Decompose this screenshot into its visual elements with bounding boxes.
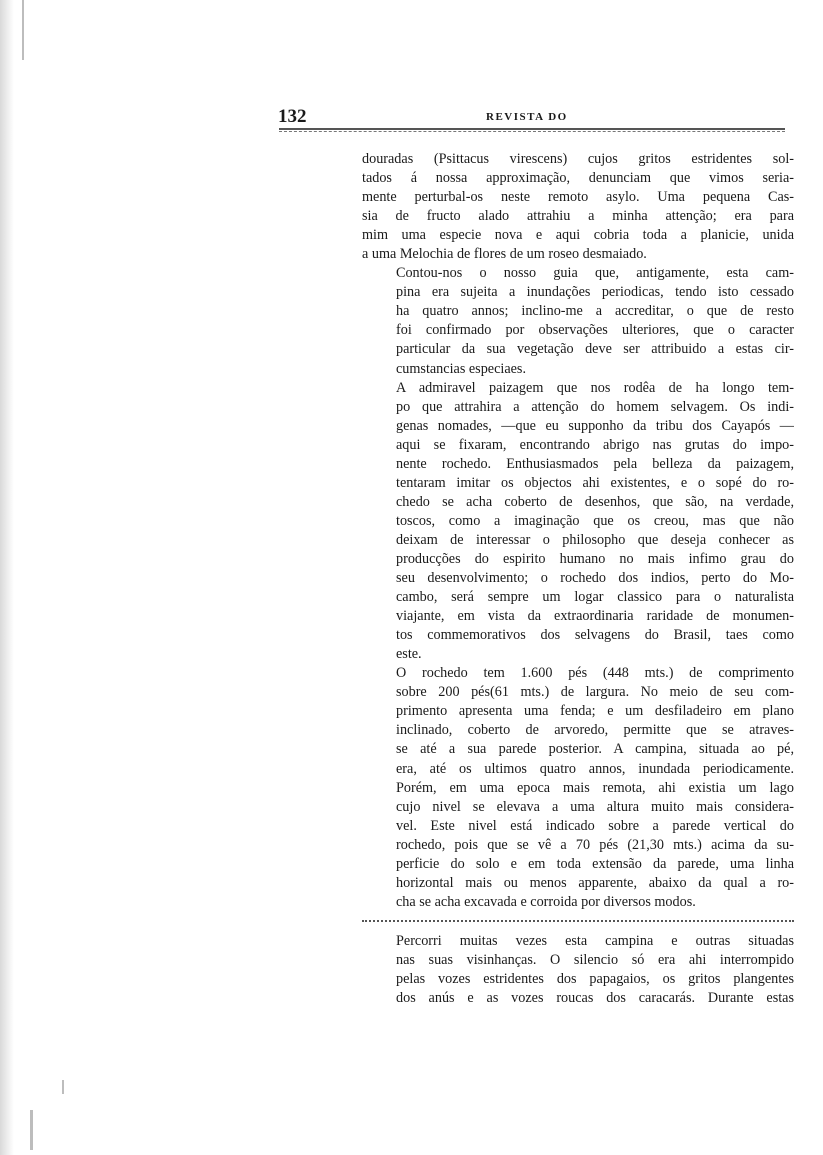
text-line: sobre 200 pés(61 mts.) de largura. No meio de seu com- bbox=[396, 684, 794, 701]
text-line: ha quatro annos; inclino-me a accreditar, o que de resto bbox=[396, 303, 794, 320]
text-line: perficie do solo e em toda extensão da parede, uma linha bbox=[396, 855, 794, 872]
header-rule bbox=[279, 128, 785, 130]
text-line: foi confirmado por observações ulteriores, que o caracter bbox=[396, 322, 794, 339]
running-head: REVISTA DO bbox=[486, 111, 568, 123]
text-line: producções do espirito humano no mais infimo grau do bbox=[396, 550, 794, 567]
text-line: cujo nivel se elevava a uma altura muito mais considera- bbox=[396, 798, 794, 815]
text-line: pina era sujeita a inundações periodicas, tendo isto cessado bbox=[396, 284, 794, 301]
edge-mark bbox=[30, 1110, 33, 1150]
header-rule-dashed bbox=[279, 131, 785, 132]
text-line: particular da sua vegetação deve ser attribuido a estas cir- bbox=[396, 341, 794, 358]
text-line: viajante, em vista da extraordinaria raridade de monumen- bbox=[396, 608, 794, 625]
text-line: chedo se acha coberto de desenhos, que são, na verdade, bbox=[396, 493, 794, 510]
text-line: aqui se fixaram, encontrando abrigo nas grutas do impo- bbox=[396, 436, 794, 453]
text-line: rochedo, pois que se vê a 70 pés (21,30 mts.) acima da su- bbox=[396, 836, 794, 853]
text-line: cha se acha excavada e corroida por diversos modos. bbox=[396, 893, 696, 910]
text-line: dos anús e as vozes roucas dos caracarás. Durante estas bbox=[396, 990, 794, 1007]
text-line: tos commemorativos dos selvagens do Brasil, taes como bbox=[396, 627, 794, 644]
text-line: po que attrahira a attenção do homem selvagem. Os indi- bbox=[396, 398, 794, 415]
text-line: a uma Melochia de flores de um roseo desmaiado. bbox=[362, 246, 647, 263]
paragraph-4 bbox=[362, 664, 794, 912]
text-line: primento apresenta uma fenda; e um desfiladeiro em plano bbox=[396, 703, 794, 720]
body-text bbox=[362, 150, 794, 1008]
text-line: cumstancias especiaes. bbox=[396, 360, 526, 377]
text-line: se até a sua parede posterior. A campina, situada ao pé, bbox=[396, 741, 794, 758]
text-line: horizontal mais ou menos apparente, abaixo da qual a ro- bbox=[396, 874, 794, 891]
text-line: este. bbox=[396, 646, 422, 663]
text-line: Porém, em uma epoca mais remota, ahi existia um lago bbox=[396, 779, 794, 796]
text-line: era, até os ultimos quatro annos, inundada periodicamente. bbox=[396, 760, 794, 777]
text-line: genas nomades, —que eu supponho da tribu dos Cayapós — bbox=[396, 417, 794, 434]
edge-mark bbox=[62, 1080, 64, 1094]
page-edge-shadow bbox=[0, 0, 14, 1155]
text-line: inclinado, coberto de arvoredo, permitte que se atraves- bbox=[396, 722, 794, 739]
text-line: deixam de interessar o philosopho que deseja conhecer as bbox=[396, 531, 794, 548]
paragraph-1 bbox=[362, 150, 794, 264]
page-number: 132 bbox=[278, 106, 307, 127]
text-line: vel. Este nivel está indicado sobre a parede vertical do bbox=[396, 817, 794, 834]
text-line: mim uma especie nova e aqui cobria toda a planicie, unida bbox=[362, 227, 794, 244]
text-line: seu desenvolvimento; o rochedo dos indios, perto do Mo- bbox=[396, 570, 794, 587]
section-separator-dots bbox=[362, 920, 794, 934]
paragraph-3 bbox=[362, 379, 794, 665]
text-line: Percorri muitas vezes esta campina e outras situadas bbox=[396, 932, 794, 949]
edge-mark bbox=[22, 0, 24, 60]
text-line: A admiravel paizagem que nos rodêa de ha longo tem- bbox=[396, 379, 794, 396]
text-line: nente rochedo. Enthusiasmados pela belleza da paizagem, bbox=[396, 455, 794, 472]
text-line: mente perturbal-os neste remoto asylo. Uma pequena Cas- bbox=[362, 189, 794, 206]
text-line: Contou-nos o nosso guia que, antigamente, esta cam- bbox=[396, 265, 794, 282]
paragraph-5 bbox=[362, 932, 794, 1008]
text-line: nas suas visinhanças. O silencio só era ahi interrompido bbox=[396, 951, 794, 968]
text-line: tados á nossa approximação, denunciam que vimos seria- bbox=[362, 170, 794, 187]
text-line: tentaram imitar os objectos ahi existentes, e o sopé do ro- bbox=[396, 474, 794, 491]
text-line: O rochedo tem 1.600 pés (448 mts.) de comprimento bbox=[396, 665, 794, 682]
text-line: pelas vozes estridentes dos papagaios, os gritos plangentes bbox=[396, 970, 794, 987]
text-line: cambo, será sempre um logar classico para o naturalista bbox=[396, 589, 794, 606]
text-line: toscos, como a imaginação que os creou, mas que não bbox=[396, 512, 794, 529]
text-line: sia de fructo alado attrahiu a minha attenção; era para bbox=[362, 208, 794, 225]
paragraph-2 bbox=[362, 264, 794, 378]
text-line: douradas (Psittacus virescens) cujos gritos estridentes sol- bbox=[362, 151, 794, 167]
